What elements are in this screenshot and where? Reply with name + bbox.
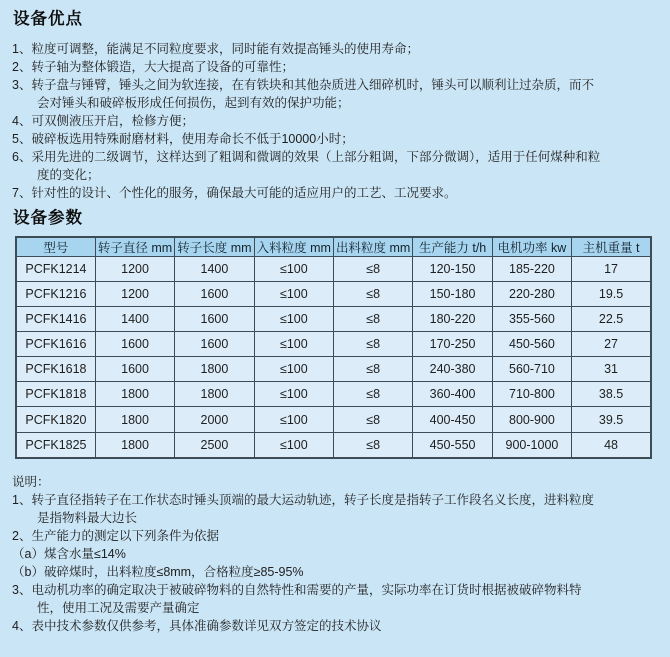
table-cell: 1800 [95,432,174,458]
table-cell: 450-560 [492,332,571,357]
table-cell: 220-280 [492,282,571,307]
table-cell: PCFK1216 [16,282,95,307]
table-cell: 450-550 [413,432,492,458]
table-cell: ≤8 [334,357,413,382]
table-cell: ≤8 [334,432,413,458]
table-cell: ≤8 [334,257,413,282]
list-item: 4、可双侧液压开启，检修方便； [12,114,194,128]
table-cell: 1800 [95,407,174,432]
table-cell: 39.5 [572,407,651,432]
table-row [16,432,651,458]
table-row [16,382,651,407]
parameters-table [15,236,652,459]
table-header-row [16,237,651,257]
parameters-section-title: 设备参数 [13,209,83,227]
list-item: 2、生产能力的测定以下列条件为依据 [12,529,219,543]
table-cell: ≤8 [334,332,413,357]
table-row [16,307,651,332]
table-cell: 800-900 [492,407,571,432]
table-cell: 180-220 [413,307,492,332]
table-cell: 2500 [175,432,254,458]
list-item: 3、电动机功率的确定取决于被破碎物料的自然特性和需要的产量，实际功率在订货时根据被破碎物料特性，使用工况及需要产量确定 [12,583,582,615]
table-cell: PCFK1618 [16,357,95,382]
table-cell: ≤8 [334,382,413,407]
table-cell: 1600 [175,332,254,357]
table-cell: PCFK1818 [16,382,95,407]
table-cell: 120-150 [413,257,492,282]
table-cell: ≤100 [254,282,333,307]
list-item: （b）破碎煤时，出料粒度≤8mm，合格粒度≥85-95% [12,565,304,579]
table-cell: 185-220 [492,257,571,282]
table-cell: 1400 [175,257,254,282]
table-row [16,407,651,432]
table-cell: ≤100 [254,407,333,432]
notes-title: 说明： [12,475,50,489]
table-cell: 17 [572,257,651,282]
table-cell: ≤100 [254,382,333,407]
table-cell: PCFK1616 [16,332,95,357]
column-header: 入料粒度 mm [254,237,333,257]
column-header: 型号 [16,237,95,257]
advantages-section-title: 设备优点 [13,10,83,28]
table-cell: 1600 [175,282,254,307]
list-item: 7、针对性的设计、个性化的服务，确保最大可能的适应用户的工艺、工况要求。 [12,186,457,200]
table-cell: 1200 [95,257,174,282]
column-header: 出料粒度 mm [334,237,413,257]
table-cell: 27 [572,332,651,357]
list-item: 4、表中技术参数仅供参考，具体准确参数详见双方签定的技术协议 [12,619,382,633]
column-header: 电机功率 kw [492,237,571,257]
table-cell: 1400 [95,307,174,332]
table-cell: 19.5 [572,282,651,307]
table-cell: PCFK1825 [16,432,95,458]
list-item: 5、破碎板选用特殊耐磨材料，使用寿命长不低于10000小时； [12,132,354,146]
table-cell: 48 [572,432,651,458]
list-item: 2、转子轴为整体锻造，大大提高了设备的可靠性； [12,60,294,74]
table-cell: 1600 [175,307,254,332]
table-cell: ≤100 [254,332,333,357]
table-cell: 900-1000 [492,432,571,458]
table-row [16,332,651,357]
table-cell: PCFK1416 [16,307,95,332]
table-cell: ≤100 [254,307,333,332]
table-cell: ≤100 [254,357,333,382]
table-cell: 400-450 [413,407,492,432]
table-cell: PCFK1820 [16,407,95,432]
advantages-list [12,40,605,202]
table-cell: 240-380 [413,357,492,382]
table-cell: 2000 [175,407,254,432]
list-item: （a）煤含水量≤14% [12,547,126,561]
column-header: 转子直径 mm [95,237,174,257]
table-cell: 1800 [175,382,254,407]
table-row [16,357,651,382]
table-cell: 22.5 [572,307,651,332]
table-cell: 1200 [95,282,174,307]
table-cell: 31 [572,357,651,382]
table-cell: ≤8 [334,282,413,307]
table-cell: 170-250 [413,332,492,357]
table-cell: ≤100 [254,432,333,458]
table-cell: 1800 [95,382,174,407]
table-cell: ≤8 [334,307,413,332]
table-cell: 360-400 [413,382,492,407]
list-item: 3、转子盘与锤臂，锤头之间为软连接，在有铁块和其他杂质进入细碎机时，锤头可以顺利让过杂质，而不会对锤头和破碎板形成任何损伤，起到有效的保护功能； [12,78,594,110]
table-cell: ≤8 [334,407,413,432]
table-row [16,257,651,282]
column-header: 生产能力 t/h [413,237,492,257]
table-cell: 1600 [95,357,174,382]
table-cell: 38.5 [572,382,651,407]
list-item: 1、粒度可调整，能满足不同粒度要求，同时能有效提高锤头的使用寿命； [12,42,419,56]
table-cell: 710-800 [492,382,571,407]
notes-list [12,491,605,635]
table-cell: 560-710 [492,357,571,382]
table-cell: ≤100 [254,257,333,282]
table-cell: 1800 [175,357,254,382]
list-item: 1、转子直径指转子在工作状态时锤头顶端的最大运动轨迹，转子长度是指转子工作段名义长度，进料粒度是指物料最大边长 [12,493,594,525]
table-row [16,282,651,307]
column-header: 主机重量 t [572,237,651,257]
table-cell: 355-560 [492,307,571,332]
table-cell: 1600 [95,332,174,357]
list-item: 6、采用先进的二级调节，这样达到了粗调和微调的效果（上部分粗调，下部分微调），适用于任何煤种和粒度的变化； [12,150,601,182]
table-cell: PCFK1214 [16,257,95,282]
table-cell: 150-180 [413,282,492,307]
column-header: 转子长度 mm [175,237,254,257]
